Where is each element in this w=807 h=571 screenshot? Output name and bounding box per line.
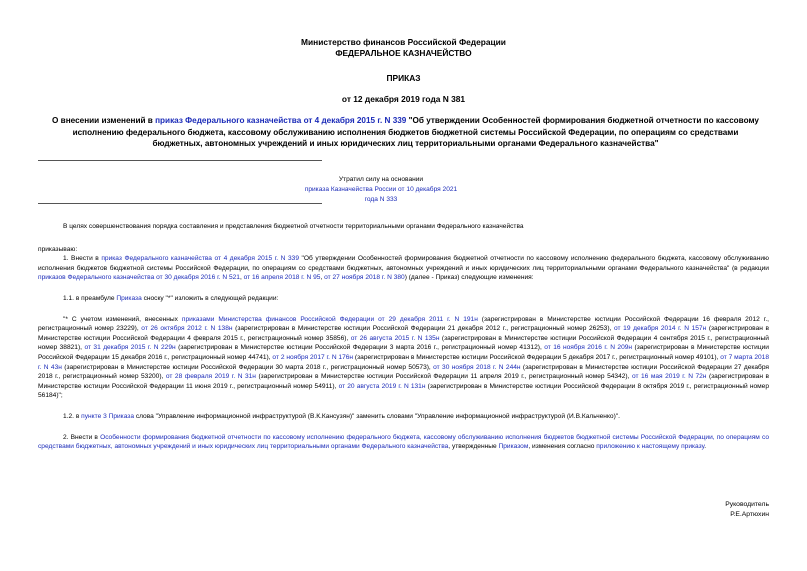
separator-rule-top [38,160,322,161]
footnote-paragraph [38,315,769,401]
document-link[interactable]: приказами Министерства финансов Российской Федерации от 29 декабря 2011 г. N 191н [181,315,478,323]
document-link[interactable]: от 2 ноября 2017 г. N 176н [272,353,354,361]
document-link[interactable]: пункте 3 Приказа [81,412,134,420]
body-text: 1. Внести в [63,255,102,263]
body-text: 1.2. в [63,412,82,420]
document-link[interactable]: от 16 ноября 2016 г. N 209н [544,344,633,352]
body-text: , изменения согласно [528,443,597,451]
lost-force-link[interactable]: приказа Казначейства России от 10 декабря 2021 года N 333 [304,186,458,203]
body-text: (зарегистрирован в Министерстве юстиции Российской Федерации 27 декабря 2018 г., регистрационный номер 53200), [38,363,769,381]
paragraph-1 [38,254,769,283]
body-text: (зарегистрирован в Министерстве юстиции Российской Федерации 11 июня 2019 г., регистрационный номер 54911), [38,373,770,390]
signature-name: Р.Е.Артюхин [730,511,769,518]
body-text: сноску "*" изложить в следующей редакции: [141,294,279,302]
title-order-link[interactable]: приказ Федерального казначейства от 4 декабря 2015 г. N 339 [155,116,407,125]
document-link[interactable]: Приказом [498,443,529,451]
title-rest: "Об утверждении Особенностей формирования бюджетной отчетности по кассовому исполнению федерального бюджета, кассовому обслуживанию исполнения бюджетов бюджетной системы Российской Федерации, по операциям со средствами бюджетных, автономных учреждений и иных юридических лиц территориальными органами Федерального казначейства" [72,116,759,148]
document-link[interactable]: от 20 августа 2019 г. N 131н [338,382,426,390]
body-text: "* С учетом изменений, внесенных [63,315,182,323]
body-text: (зарегистрирован в Министерстве юстиции Российской Федерации 4 сентября 2015 г., регистрационный номер 38821), [38,334,769,352]
document-link[interactable]: от 30 ноября 2018 г. N 244н [433,363,521,371]
document-link[interactable]: приложению к настоящему приказу [596,443,705,451]
body-text: (зарегистрирован в Министерстве юстиции Российской Федерации 5 декабря 2017 г., регистрационный номер 49101), [353,353,721,361]
agency-name: ФЕДЕРАЛЬНОЕ КАЗНАЧЕЙСТВО [335,48,472,58]
document-link[interactable]: от 7 марта 2018 г. N 43н [38,353,770,371]
body-text: 1.1. в преамбуле [63,294,117,302]
document-link[interactable]: от 26 августа 2015 г. N 135н [350,334,440,342]
document-link[interactable]: от 16 апреля 2018 г. N 95 [243,274,321,282]
document-link[interactable]: от 31 декабря 2015 г. N 229н [84,344,176,352]
intro-paragraph: В целях совершенствования порядка составления и представления бюджетной отчетности территориальными органами Федерального казначейства [63,223,524,230]
ministry-name: Министерство финансов Российской Федерации [301,37,506,47]
body-text: (зарегистрирован в Министерстве юстиции Российской Федерации 4 февраля 2015 г., регистрационный номер 35856), [38,325,769,342]
title-prefix: О внесении изменений в [52,116,156,125]
document-date-number: от 12 декабря 2019 года N 381 [341,94,466,104]
separator-rule-bottom [38,203,322,204]
document-type: ПРИКАЗ [386,73,421,83]
body-text: 2. Внести в [63,433,101,441]
body-text: ) (далее - Приказ) следующие изменения: [404,274,534,282]
signature-block [725,500,769,520]
lost-force-line: Утратил силу на основании [338,176,424,183]
body-text: (зарегистрирован в Министерстве юстиции Российской Федерации 11 апреля 2019 г., регистрационный номер 54342), [255,373,632,381]
lost-force-notice [300,175,462,205]
body-text: слова "Управление информационной инфраструктурой (В.К.Кансузян)" заменить словами "Управление информационной инфраструктурой (И.В.Кальченко)". [134,412,620,420]
order-word: приказываю: [38,245,78,253]
body-text: . [704,443,707,451]
body-text: (зарегистрирован в Министерстве юстиции Российской Федерации 21 декабря 2012 г., регистрационный номер 26253), [232,325,614,333]
body-text: , [320,274,325,282]
paragraph-1-1 [38,294,769,304]
body-text: , утвержденные [448,443,499,451]
body-text: "Об утверждении Особенностей формирования бюджетной отчетности по кассовому исполнению федерального бюджета, кассовому обслуживанию исполнения бюджетов бюджетной системы Российской Федерации, по операциям со средствами бюджетных, автономных учреждений и иных юридических лиц территориальными органами Федерального казначейства" (в редакции [38,255,769,272]
document-link[interactable]: от 28 февраля 2019 г. N 31н [165,373,256,381]
document-header [0,37,807,105]
document-link[interactable]: приказов Федерального казначейства от 30 декабря 2016 г. N 521 [38,274,240,282]
body-text: , [239,274,244,282]
paragraph-1-2 [38,412,769,422]
document-link[interactable]: от 16 мая 2019 г. N 72н [631,373,707,381]
signature-position: Руководитель [725,501,769,508]
body-text: (зарегистрирован в Министерстве юстиции Российской Федерации 15 декабря 2016 г., регистрационный номер 44741), [38,344,769,361]
document-link[interactable]: от 26 октября 2012 г. N 138н [141,325,233,333]
document-link[interactable]: от 19 декабря 2014 г. N 157н [614,325,707,333]
document-link[interactable]: приказ Федерального казначейства от 4 декабря 2015 г. N 339 [101,255,299,263]
document-link[interactable]: от 27 ноября 2018 г. N 380 [324,274,405,282]
body-text: (зарегистрирован в Министерстве юстиции Российской Федерации 3 марта 2016 г., регистрационный номер 41312), [175,344,545,352]
body-text: (зарегистрирован в Министерстве юстиции Российской Федерации 30 марта 2018 г., регистрационный номер 50573), [61,363,434,371]
document-link[interactable]: Приказа [116,294,142,302]
body-text: (зарегистрирован в Министерстве юстиции Российской Федерации 8 октября 2019 г., регистрационный номер 56184)"; [38,382,770,400]
document-body [38,222,769,452]
document-title [48,115,763,150]
paragraph-2 [38,433,769,452]
document-link[interactable]: Особенности формирования бюджетной отчетности по кассовому исполнению федерального бюджета, кассовому обслуживанию исполнения бюджетов бюджетной системы Российской Федерации, по операциям со средствами бюджетных, автономных учреждений и иных юридических лиц территориальными органами Федерального казначейства [38,433,769,451]
body-text: (зарегистрирован в Министерстве юстиции Российской Федерации 16 февраля 2012 г., регистрационный номер 23229), [38,315,769,333]
